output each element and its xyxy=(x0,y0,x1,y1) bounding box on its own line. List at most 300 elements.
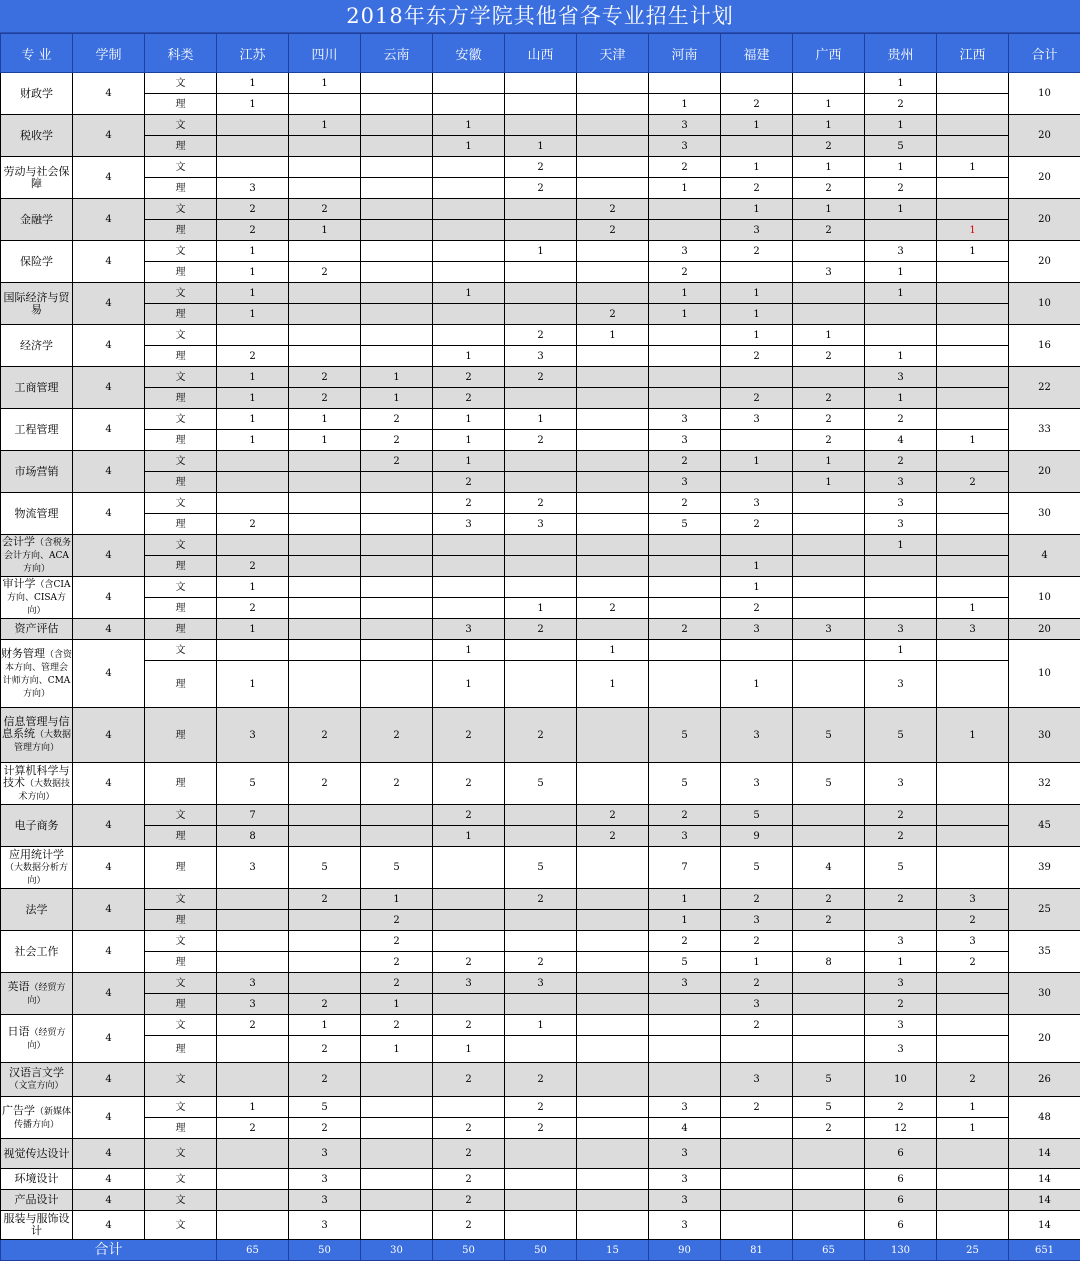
quota-cell xyxy=(289,472,361,493)
major-name: 日语 xyxy=(7,1025,29,1038)
quota-cell: 5 xyxy=(793,1063,865,1097)
table-row xyxy=(1,763,1080,805)
quota-cell xyxy=(793,1015,865,1036)
quota-cell: 2 xyxy=(649,931,721,952)
quota-cell: 3 xyxy=(649,409,721,430)
quota-cell xyxy=(289,514,361,535)
quota-cell xyxy=(577,1169,649,1190)
quota-cell: 2 xyxy=(361,931,433,952)
subject-type-cell: 理 xyxy=(145,430,217,451)
quota-cell: 3 xyxy=(865,661,937,708)
quota-cell xyxy=(577,262,649,283)
quota-cell xyxy=(793,493,865,514)
quota-cell xyxy=(793,1036,865,1063)
years-cell: 4 xyxy=(73,199,145,241)
quota-cell xyxy=(793,241,865,262)
table-row xyxy=(1,889,1080,910)
totals-value: 25 xyxy=(937,1240,1009,1261)
major-total-cell: 26 xyxy=(1009,1063,1080,1097)
column-header: 合计 xyxy=(1009,34,1080,73)
quota-cell xyxy=(577,388,649,409)
years-cell: 4 xyxy=(73,73,145,115)
quota-cell: 1 xyxy=(289,1015,361,1036)
quota-cell xyxy=(505,472,577,493)
quota-cell: 2 xyxy=(793,409,865,430)
quota-cell: 2 xyxy=(937,952,1009,973)
quota-cell: 1 xyxy=(433,451,505,472)
quota-cell: 2 xyxy=(289,1036,361,1063)
quota-cell: 6 xyxy=(865,1190,937,1211)
major-note: （新媒体传播方向） xyxy=(14,1107,71,1130)
subject-type-cell: 文 xyxy=(145,283,217,304)
quota-cell xyxy=(505,94,577,115)
quota-cell: 2 xyxy=(577,220,649,241)
quota-cell: 5 xyxy=(649,708,721,763)
quota-cell xyxy=(289,640,361,661)
quota-cell xyxy=(433,847,505,889)
quota-cell xyxy=(577,514,649,535)
quota-cell xyxy=(361,826,433,847)
quota-cell: 4 xyxy=(649,1118,721,1139)
subject-type-cell: 文 xyxy=(145,1190,217,1211)
major-name: 财务管理 xyxy=(1,647,45,660)
major-name-cell xyxy=(1,619,73,640)
totals-value: 15 xyxy=(577,1240,649,1261)
quota-cell xyxy=(433,1097,505,1118)
quota-cell xyxy=(289,535,361,556)
quota-cell: 8 xyxy=(217,826,289,847)
column-header: 江西 xyxy=(937,34,1009,73)
quota-cell: 2 xyxy=(361,430,433,451)
quota-cell: 3 xyxy=(937,889,1009,910)
table-row xyxy=(1,136,1080,157)
quota-cell: 2 xyxy=(505,157,577,178)
quota-cell xyxy=(721,640,793,661)
quota-cell: 1 xyxy=(217,661,289,708)
major-name: 计算机科学与技术 xyxy=(3,764,70,789)
subject-type-cell: 理 xyxy=(145,514,217,535)
years-cell: 4 xyxy=(73,409,145,451)
major-name: 国际经济与贸易 xyxy=(4,291,70,316)
quota-cell: 8 xyxy=(793,952,865,973)
table-row xyxy=(1,931,1080,952)
major-name-cell xyxy=(1,847,73,889)
quota-cell xyxy=(217,1036,289,1063)
table-row xyxy=(1,619,1080,640)
column-header: 山西 xyxy=(505,34,577,73)
quota-cell: 3 xyxy=(865,472,937,493)
quota-cell: 3 xyxy=(649,241,721,262)
years-cell: 4 xyxy=(73,115,145,157)
quota-cell xyxy=(793,556,865,577)
quota-cell: 2 xyxy=(217,598,289,619)
quota-cell: 2 xyxy=(361,973,433,994)
quota-cell xyxy=(289,178,361,199)
quota-cell xyxy=(361,94,433,115)
quota-cell xyxy=(577,1190,649,1211)
quota-cell: 2 xyxy=(865,994,937,1015)
table-row xyxy=(1,409,1080,430)
quota-cell: 1 xyxy=(865,952,937,973)
subject-type-cell: 文 xyxy=(145,805,217,826)
table-row xyxy=(1,178,1080,199)
quota-cell: 2 xyxy=(937,472,1009,493)
major-name-cell xyxy=(1,889,73,931)
major-name: 财政学 xyxy=(20,87,53,100)
quota-cell xyxy=(793,1139,865,1169)
years-cell: 4 xyxy=(73,367,145,409)
quota-cell: 2 xyxy=(865,805,937,826)
quota-cell: 3 xyxy=(505,973,577,994)
enrollment-table xyxy=(0,33,1080,1261)
quota-cell: 1 xyxy=(361,889,433,910)
major-name-cell xyxy=(1,1063,73,1097)
quota-cell xyxy=(289,325,361,346)
major-name-cell xyxy=(1,367,73,409)
quota-cell xyxy=(937,994,1009,1015)
totals-value: 50 xyxy=(505,1240,577,1261)
years-cell: 4 xyxy=(73,1097,145,1139)
quota-cell xyxy=(505,1211,577,1240)
quota-cell xyxy=(577,1015,649,1036)
quota-cell xyxy=(937,325,1009,346)
years-cell: 4 xyxy=(73,577,145,619)
quota-cell xyxy=(793,304,865,325)
quota-cell: 4 xyxy=(793,847,865,889)
table-row xyxy=(1,241,1080,262)
quota-cell xyxy=(577,535,649,556)
quota-cell: 2 xyxy=(793,220,865,241)
years-cell: 4 xyxy=(73,1015,145,1063)
column-header: 福建 xyxy=(721,34,793,73)
subject-type-cell: 文 xyxy=(145,931,217,952)
major-name-cell xyxy=(1,1169,73,1190)
quota-cell xyxy=(217,136,289,157)
quota-cell xyxy=(361,535,433,556)
quota-cell xyxy=(289,826,361,847)
quota-cell xyxy=(577,1097,649,1118)
quota-cell: 2 xyxy=(289,199,361,220)
quota-cell xyxy=(577,1036,649,1063)
major-total-cell: 20 xyxy=(1009,1015,1080,1063)
quota-cell xyxy=(361,1139,433,1169)
quota-cell: 2 xyxy=(361,1015,433,1036)
quota-cell: 2 xyxy=(361,910,433,931)
quota-cell xyxy=(577,178,649,199)
quota-cell xyxy=(505,262,577,283)
quota-cell: 1 xyxy=(721,115,793,136)
quota-cell xyxy=(361,493,433,514)
quota-cell xyxy=(649,367,721,388)
quota-cell: 1 xyxy=(721,283,793,304)
totals-value: 65 xyxy=(217,1240,289,1261)
table-row xyxy=(1,388,1080,409)
column-header: 四川 xyxy=(289,34,361,73)
totals-value: 130 xyxy=(865,1240,937,1261)
quota-cell xyxy=(361,472,433,493)
quota-cell xyxy=(649,577,721,598)
major-total-cell: 10 xyxy=(1009,73,1080,115)
quota-cell: 1 xyxy=(289,220,361,241)
major-total-cell: 14 xyxy=(1009,1139,1080,1169)
quota-cell: 5 xyxy=(865,847,937,889)
quota-cell: 2 xyxy=(289,889,361,910)
quota-cell xyxy=(217,451,289,472)
quota-cell: 1 xyxy=(649,283,721,304)
quota-cell: 2 xyxy=(793,136,865,157)
quota-cell: 2 xyxy=(289,763,361,805)
quota-cell: 2 xyxy=(793,1118,865,1139)
quota-cell xyxy=(361,262,433,283)
major-note: （文宣方向） xyxy=(9,1081,63,1091)
quota-cell: 1 xyxy=(505,241,577,262)
quota-cell: 1 xyxy=(721,325,793,346)
quota-cell xyxy=(433,178,505,199)
quota-cell xyxy=(433,325,505,346)
quota-cell xyxy=(937,262,1009,283)
table-row xyxy=(1,430,1080,451)
quota-cell xyxy=(721,535,793,556)
column-header: 学制 xyxy=(73,34,145,73)
quota-cell: 1 xyxy=(793,472,865,493)
quota-cell xyxy=(937,388,1009,409)
quota-cell xyxy=(217,115,289,136)
quota-cell xyxy=(649,346,721,367)
quota-cell xyxy=(433,157,505,178)
quota-cell xyxy=(649,556,721,577)
quota-cell: 3 xyxy=(865,241,937,262)
table-row xyxy=(1,283,1080,304)
major-name-cell xyxy=(1,763,73,805)
totals-value: 90 xyxy=(649,1240,721,1261)
quota-cell: 1 xyxy=(361,367,433,388)
quota-cell: 1 xyxy=(721,157,793,178)
quota-cell: 3 xyxy=(721,994,793,1015)
quota-cell: 1 xyxy=(865,199,937,220)
subject-type-cell: 文 xyxy=(145,535,217,556)
quota-cell xyxy=(577,763,649,805)
quota-cell xyxy=(865,910,937,931)
quota-cell: 1 xyxy=(793,115,865,136)
subject-type-cell: 理 xyxy=(145,826,217,847)
quota-cell: 2 xyxy=(865,94,937,115)
subject-type-cell: 理 xyxy=(145,1036,217,1063)
subject-type-cell: 文 xyxy=(145,1139,217,1169)
subject-type-cell: 文 xyxy=(145,1097,217,1118)
quota-cell: 1 xyxy=(433,136,505,157)
column-header: 河南 xyxy=(649,34,721,73)
quota-cell xyxy=(505,73,577,94)
quota-cell: 1 xyxy=(721,556,793,577)
table-row xyxy=(1,1036,1080,1063)
quota-cell xyxy=(721,367,793,388)
quota-cell: 5 xyxy=(289,847,361,889)
quota-cell xyxy=(361,661,433,708)
major-name-cell xyxy=(1,325,73,367)
quota-cell: 3 xyxy=(649,1190,721,1211)
quota-cell: 2 xyxy=(217,220,289,241)
quota-cell xyxy=(937,577,1009,598)
quota-cell xyxy=(361,619,433,640)
subject-type-cell: 理 xyxy=(145,994,217,1015)
quota-cell xyxy=(793,577,865,598)
quota-cell xyxy=(505,805,577,826)
quota-cell xyxy=(289,661,361,708)
major-name-cell xyxy=(1,73,73,115)
quota-cell: 3 xyxy=(649,1097,721,1118)
quota-cell xyxy=(721,430,793,451)
major-total-cell: 48 xyxy=(1009,1097,1080,1139)
quota-cell xyxy=(577,283,649,304)
major-name-cell xyxy=(1,640,73,708)
quota-cell: 6 xyxy=(865,1169,937,1190)
quota-cell xyxy=(289,910,361,931)
quota-cell: 2 xyxy=(505,889,577,910)
years-cell: 4 xyxy=(73,535,145,577)
table-row xyxy=(1,493,1080,514)
quota-cell xyxy=(361,157,433,178)
quota-cell: 3 xyxy=(289,1139,361,1169)
quota-cell xyxy=(865,556,937,577)
quota-cell: 2 xyxy=(433,472,505,493)
quota-cell xyxy=(649,325,721,346)
quota-cell: 3 xyxy=(865,931,937,952)
quota-cell xyxy=(793,73,865,94)
quota-cell: 1 xyxy=(865,73,937,94)
quota-cell: 3 xyxy=(865,619,937,640)
quota-cell xyxy=(217,952,289,973)
years-cell: 4 xyxy=(73,451,145,493)
quota-cell xyxy=(361,1211,433,1240)
major-name-cell xyxy=(1,708,73,763)
quota-cell: 1 xyxy=(217,241,289,262)
quota-cell: 5 xyxy=(289,1097,361,1118)
quota-cell xyxy=(433,889,505,910)
quota-cell: 3 xyxy=(721,220,793,241)
quota-cell xyxy=(361,346,433,367)
quota-cell xyxy=(937,199,1009,220)
quota-cell: 1 xyxy=(433,661,505,708)
quota-cell xyxy=(433,535,505,556)
quota-cell xyxy=(577,619,649,640)
quota-cell: 2 xyxy=(433,952,505,973)
quota-cell: 3 xyxy=(721,619,793,640)
quota-cell: 3 xyxy=(937,619,1009,640)
quota-cell: 1 xyxy=(217,367,289,388)
quota-cell: 2 xyxy=(433,708,505,763)
quota-cell: 3 xyxy=(649,136,721,157)
quota-cell xyxy=(433,994,505,1015)
quota-cell: 3 xyxy=(217,973,289,994)
column-header: 贵州 xyxy=(865,34,937,73)
quota-cell xyxy=(289,598,361,619)
totals-value: 50 xyxy=(289,1240,361,1261)
years-cell: 4 xyxy=(73,763,145,805)
quota-cell xyxy=(361,1063,433,1097)
quota-cell: 5 xyxy=(721,805,793,826)
major-name-cell xyxy=(1,241,73,283)
quota-cell xyxy=(505,931,577,952)
quota-cell: 3 xyxy=(721,493,793,514)
quota-cell: 3 xyxy=(289,1211,361,1240)
major-name: 社会工作 xyxy=(15,945,59,958)
totals-value: 81 xyxy=(721,1240,793,1261)
subject-type-cell: 文 xyxy=(145,199,217,220)
major-name-cell xyxy=(1,973,73,1015)
major-name-cell xyxy=(1,283,73,325)
subject-type-cell: 理 xyxy=(145,346,217,367)
quota-cell: 1 xyxy=(361,388,433,409)
quota-cell xyxy=(577,708,649,763)
quota-cell xyxy=(361,598,433,619)
major-total-cell: 14 xyxy=(1009,1211,1080,1240)
quota-cell xyxy=(937,1190,1009,1211)
quota-cell xyxy=(361,1097,433,1118)
quota-cell: 2 xyxy=(721,514,793,535)
quota-cell xyxy=(577,577,649,598)
quota-cell xyxy=(289,493,361,514)
quota-cell: 1 xyxy=(865,346,937,367)
major-name: 工商管理 xyxy=(15,381,59,394)
major-name-cell xyxy=(1,805,73,847)
quota-cell: 2 xyxy=(433,805,505,826)
quota-cell: 2 xyxy=(577,805,649,826)
subject-type-cell: 理 xyxy=(145,847,217,889)
table-row xyxy=(1,346,1080,367)
quota-cell: 1 xyxy=(217,262,289,283)
totals-value: 50 xyxy=(433,1240,505,1261)
quota-cell: 1 xyxy=(937,1097,1009,1118)
quota-cell xyxy=(649,994,721,1015)
subject-type-cell: 文 xyxy=(145,493,217,514)
quota-cell xyxy=(289,346,361,367)
quota-cell xyxy=(361,1190,433,1211)
quota-cell: 2 xyxy=(721,1015,793,1036)
major-name: 工程管理 xyxy=(15,423,59,436)
quota-cell xyxy=(289,805,361,826)
quota-cell: 2 xyxy=(433,1169,505,1190)
subject-type-cell: 理 xyxy=(145,952,217,973)
quota-cell xyxy=(289,619,361,640)
major-note: （含CIA方向、CISA方向） xyxy=(7,580,71,616)
major-note: （经贸方向） xyxy=(27,1028,65,1051)
quota-cell: 2 xyxy=(505,367,577,388)
subject-type-cell: 文 xyxy=(145,115,217,136)
quota-cell: 2 xyxy=(649,619,721,640)
quota-cell: 1 xyxy=(865,388,937,409)
quota-cell: 2 xyxy=(505,1063,577,1097)
quota-cell xyxy=(649,1063,721,1097)
quota-cell xyxy=(577,973,649,994)
quota-cell xyxy=(793,805,865,826)
quota-cell: 2 xyxy=(361,451,433,472)
quota-cell: 2 xyxy=(433,493,505,514)
quota-cell: 2 xyxy=(793,910,865,931)
subject-type-cell: 文 xyxy=(145,73,217,94)
major-total-cell: 33 xyxy=(1009,409,1080,451)
major-total-cell: 20 xyxy=(1009,157,1080,199)
table-row xyxy=(1,994,1080,1015)
quota-cell xyxy=(721,1036,793,1063)
table-row xyxy=(1,640,1080,661)
quota-cell: 2 xyxy=(289,367,361,388)
major-name: 会计学 xyxy=(2,535,35,548)
quota-cell: 3 xyxy=(721,763,793,805)
years-cell: 4 xyxy=(73,640,145,708)
quota-cell: 2 xyxy=(577,598,649,619)
quota-cell: 1 xyxy=(217,283,289,304)
quota-cell xyxy=(361,136,433,157)
